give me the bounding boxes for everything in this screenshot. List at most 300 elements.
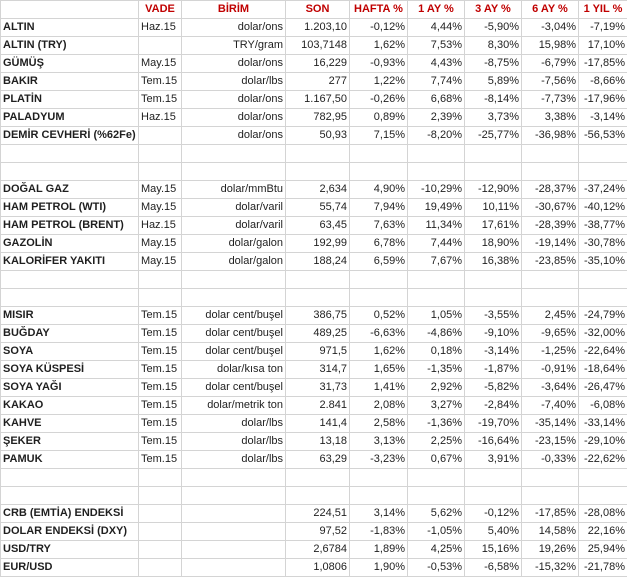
cell-hafta[interactable]: 1,22% <box>350 73 408 91</box>
cell-vade[interactable]: Tem.15 <box>139 433 182 451</box>
cell-hafta[interactable] <box>350 163 408 181</box>
cell-6ay[interactable]: -7,73% <box>522 91 579 109</box>
cell-1ay[interactable]: -1,36% <box>408 415 465 433</box>
cell-1ay[interactable]: 6,68% <box>408 91 465 109</box>
cell-birim[interactable]: dolar/kısa ton <box>182 361 286 379</box>
cell-hafta[interactable]: 7,15% <box>350 127 408 145</box>
cell-3ay[interactable] <box>465 271 522 289</box>
cell-1ay[interactable] <box>408 271 465 289</box>
cell-3ay[interactable]: -16,64% <box>465 433 522 451</box>
cell-6ay[interactable]: -9,65% <box>522 325 579 343</box>
cell-6ay[interactable]: -3,04% <box>522 19 579 37</box>
table-row <box>1 559 627 577</box>
cell-1yil[interactable] <box>579 271 627 289</box>
cell-hafta[interactable]: 6,78% <box>350 235 408 253</box>
cell-name[interactable]: KALORİFER YAKITI <box>1 253 139 271</box>
header-hafta[interactable]: HAFTA % <box>350 1 408 19</box>
cell-vade[interactable]: Tem.15 <box>139 415 182 433</box>
cell-son[interactable]: 141,4 <box>286 415 350 433</box>
cell-son[interactable]: 1.167,50 <box>286 91 350 109</box>
cell-3ay[interactable]: 17,61% <box>465 217 522 235</box>
table-row <box>1 451 627 469</box>
cell-birim[interactable]: dolar/varil <box>182 217 286 235</box>
cell-1ay[interactable]: 7,74% <box>408 73 465 91</box>
cell-son[interactable]: 31,73 <box>286 379 350 397</box>
cell-name[interactable]: EUR/USD <box>1 559 139 577</box>
header-name[interactable] <box>1 1 139 19</box>
cell-3ay[interactable]: 3,73% <box>465 109 522 127</box>
cell-1ay[interactable]: 4,43% <box>408 55 465 73</box>
cell-3ay[interactable]: -9,10% <box>465 325 522 343</box>
cell-birim[interactable] <box>182 559 286 577</box>
cell-son[interactable]: 314,7 <box>286 361 350 379</box>
cell-vade[interactable]: Tem.15 <box>139 379 182 397</box>
cell-6ay[interactable]: -7,56% <box>522 73 579 91</box>
cell-son[interactable]: 97,52 <box>286 523 350 541</box>
cell-1ay[interactable] <box>408 289 465 307</box>
cell-hafta[interactable]: 2,08% <box>350 397 408 415</box>
cell-son[interactable] <box>286 145 350 163</box>
cell-birim[interactable] <box>182 163 286 181</box>
cell-6ay[interactable]: -35,14% <box>522 415 579 433</box>
cell-1yil[interactable]: -26,47% <box>579 379 627 397</box>
cell-vade[interactable]: Tem.15 <box>139 325 182 343</box>
cell-1ay[interactable]: 2,92% <box>408 379 465 397</box>
cell-6ay[interactable]: -3,64% <box>522 379 579 397</box>
cell-6ay[interactable] <box>522 469 579 487</box>
cell-hafta[interactable]: 1,41% <box>350 379 408 397</box>
cell-name[interactable]: CRB (EMTİA) ENDEKSİ <box>1 505 139 523</box>
cell-hafta[interactable]: -6,63% <box>350 325 408 343</box>
cell-hafta[interactable]: 7,94% <box>350 199 408 217</box>
cell-1ay[interactable]: 7,44% <box>408 235 465 253</box>
cell-name[interactable] <box>1 469 139 487</box>
cell-birim[interactable]: dolar/galon <box>182 253 286 271</box>
cell-vade[interactable]: Tem.15 <box>139 91 182 109</box>
cell-name[interactable]: PALADYUM <box>1 109 139 127</box>
cell-3ay[interactable]: -3,55% <box>465 307 522 325</box>
cell-1yil[interactable]: -29,10% <box>579 433 627 451</box>
cell-birim[interactable]: dolar/ons <box>182 127 286 145</box>
cell-6ay[interactable]: -19,14% <box>522 235 579 253</box>
cell-vade[interactable]: Tem.15 <box>139 361 182 379</box>
header-1yil[interactable]: 1 YIL % <box>579 1 627 19</box>
cell-birim[interactable]: dolar/ons <box>182 55 286 73</box>
cell-1yil[interactable] <box>579 163 627 181</box>
cell-3ay[interactable] <box>465 145 522 163</box>
cell-birim[interactable]: dolar/mmBtu <box>182 181 286 199</box>
cell-1yil[interactable] <box>579 487 627 505</box>
cell-son[interactable]: 971,5 <box>286 343 350 361</box>
cell-1yil[interactable]: -17,85% <box>579 55 627 73</box>
cell-vade[interactable]: Tem.15 <box>139 451 182 469</box>
cell-vade[interactable] <box>139 487 182 505</box>
cell-3ay[interactable]: 16,38% <box>465 253 522 271</box>
cell-vade[interactable] <box>139 127 182 145</box>
cell-birim[interactable] <box>182 541 286 559</box>
cell-vade[interactable]: Tem.15 <box>139 73 182 91</box>
header-son[interactable]: SON <box>286 1 350 19</box>
cell-vade[interactable] <box>139 505 182 523</box>
cell-6ay[interactable] <box>522 145 579 163</box>
cell-1yil[interactable]: -6,08% <box>579 397 627 415</box>
header-vade[interactable]: VADE <box>139 1 182 19</box>
cell-vade[interactable]: Haz.15 <box>139 19 182 37</box>
cell-name[interactable]: DOĞAL GAZ <box>1 181 139 199</box>
cell-1yil[interactable]: -32,00% <box>579 325 627 343</box>
cell-hafta[interactable] <box>350 271 408 289</box>
cell-birim[interactable]: dolar/lbs <box>182 415 286 433</box>
cell-1yil[interactable]: -3,14% <box>579 109 627 127</box>
cell-1ay[interactable] <box>408 163 465 181</box>
cell-1ay[interactable]: -4,86% <box>408 325 465 343</box>
cell-birim[interactable] <box>182 271 286 289</box>
cell-1yil[interactable]: -7,19% <box>579 19 627 37</box>
cell-1yil[interactable]: -17,96% <box>579 91 627 109</box>
cell-son[interactable] <box>286 163 350 181</box>
cell-1ay[interactable]: 11,34% <box>408 217 465 235</box>
cell-3ay[interactable] <box>465 289 522 307</box>
cell-name[interactable]: GÜMÜŞ <box>1 55 139 73</box>
cell-3ay[interactable]: -2,84% <box>465 397 522 415</box>
cell-son[interactable]: 16,229 <box>286 55 350 73</box>
cell-1ay[interactable]: 5,62% <box>408 505 465 523</box>
cell-son[interactable]: 2.841 <box>286 397 350 415</box>
cell-hafta[interactable]: 1,65% <box>350 361 408 379</box>
cell-hafta[interactable]: 7,63% <box>350 217 408 235</box>
cell-1ay[interactable] <box>408 469 465 487</box>
cell-son[interactable] <box>286 271 350 289</box>
cell-vade[interactable]: May.15 <box>139 181 182 199</box>
cell-3ay[interactable]: -1,87% <box>465 361 522 379</box>
cell-6ay[interactable] <box>522 289 579 307</box>
cell-birim[interactable]: TRY/gram <box>182 37 286 55</box>
cell-son[interactable]: 188,24 <box>286 253 350 271</box>
cell-vade[interactable] <box>139 271 182 289</box>
cell-vade[interactable] <box>139 37 182 55</box>
cell-1yil[interactable]: -21,78% <box>579 559 627 577</box>
cell-vade[interactable]: Haz.15 <box>139 217 182 235</box>
cell-1yil[interactable]: -56,53% <box>579 127 627 145</box>
cell-6ay[interactable]: -23,85% <box>522 253 579 271</box>
cell-1yil[interactable]: -37,24% <box>579 181 627 199</box>
header-1ay[interactable]: 1 AY % <box>408 1 465 19</box>
cell-hafta[interactable]: 1,62% <box>350 37 408 55</box>
cell-1yil[interactable]: -30,78% <box>579 235 627 253</box>
cell-3ay[interactable]: -6,58% <box>465 559 522 577</box>
cell-name[interactable]: DOLAR ENDEKSİ (DXY) <box>1 523 139 541</box>
cell-1yil[interactable]: -35,10% <box>579 253 627 271</box>
cell-3ay[interactable]: 8,30% <box>465 37 522 55</box>
header-birim[interactable]: BİRİM <box>182 1 286 19</box>
cell-3ay[interactable]: -5,90% <box>465 19 522 37</box>
cell-birim[interactable]: dolar cent/buşel <box>182 343 286 361</box>
cell-name[interactable]: BAKIR <box>1 73 139 91</box>
cell-vade[interactable]: May.15 <box>139 235 182 253</box>
cell-3ay[interactable] <box>465 487 522 505</box>
cell-birim[interactable]: dolar cent/buşel <box>182 379 286 397</box>
cell-son[interactable] <box>286 469 350 487</box>
cell-name[interactable]: SOYA YAĞI <box>1 379 139 397</box>
table-row <box>1 253 627 271</box>
cell-hafta[interactable]: 6,59% <box>350 253 408 271</box>
cell-3ay[interactable] <box>465 163 522 181</box>
cell-name[interactable] <box>1 145 139 163</box>
cell-1ay[interactable]: -1,35% <box>408 361 465 379</box>
cell-name[interactable]: GAZOLİN <box>1 235 139 253</box>
cell-vade[interactable] <box>139 541 182 559</box>
cell-vade[interactable]: Haz.15 <box>139 109 182 127</box>
cell-birim[interactable]: dolar/lbs <box>182 73 286 91</box>
cell-birim[interactable]: dolar/varil <box>182 199 286 217</box>
cell-6ay[interactable]: 3,38% <box>522 109 579 127</box>
cell-name[interactable]: ŞEKER <box>1 433 139 451</box>
cell-son[interactable]: 2,6784 <box>286 541 350 559</box>
cell-1ay[interactable] <box>408 145 465 163</box>
cell-son[interactable]: 1.203,10 <box>286 19 350 37</box>
cell-hafta[interactable] <box>350 289 408 307</box>
cell-son[interactable]: 782,95 <box>286 109 350 127</box>
cell-birim[interactable] <box>182 145 286 163</box>
cell-6ay[interactable]: -30,67% <box>522 199 579 217</box>
cell-1ay[interactable]: 4,25% <box>408 541 465 559</box>
cell-6ay[interactable]: -36,98% <box>522 127 579 145</box>
cell-hafta[interactable]: -1,83% <box>350 523 408 541</box>
cell-3ay[interactable]: 5,89% <box>465 73 522 91</box>
empty-row <box>1 145 627 163</box>
cell-hafta[interactable]: -0,26% <box>350 91 408 109</box>
cell-birim[interactable] <box>182 289 286 307</box>
cell-vade[interactable]: Tem.15 <box>139 307 182 325</box>
cell-vade[interactable]: Tem.15 <box>139 343 182 361</box>
cell-1ay[interactable]: 2,39% <box>408 109 465 127</box>
cell-birim[interactable] <box>182 487 286 505</box>
cell-1yil[interactable]: -24,79% <box>579 307 627 325</box>
cell-son[interactable]: 386,75 <box>286 307 350 325</box>
cell-1ay[interactable] <box>408 487 465 505</box>
cell-birim[interactable]: dolar cent/buşel <box>182 325 286 343</box>
cell-name[interactable]: KAKAO <box>1 397 139 415</box>
cell-3ay[interactable]: -3,14% <box>465 343 522 361</box>
cell-1yil[interactable]: -8,66% <box>579 73 627 91</box>
cell-1yil[interactable]: 25,94% <box>579 541 627 559</box>
cell-birim[interactable]: dolar/galon <box>182 235 286 253</box>
cell-son[interactable]: 489,25 <box>286 325 350 343</box>
cell-1ay[interactable]: -1,05% <box>408 523 465 541</box>
cell-hafta[interactable]: 2,58% <box>350 415 408 433</box>
cell-1yil[interactable]: -18,64% <box>579 361 627 379</box>
cell-name[interactable]: HAM PETROL (WTI) <box>1 199 139 217</box>
cell-6ay[interactable] <box>522 487 579 505</box>
cell-1yil[interactable] <box>579 145 627 163</box>
cell-birim[interactable]: dolar/lbs <box>182 451 286 469</box>
cell-3ay[interactable]: 15,16% <box>465 541 522 559</box>
cell-3ay[interactable]: 18,90% <box>465 235 522 253</box>
cell-3ay[interactable]: 3,91% <box>465 451 522 469</box>
empty-row <box>1 289 627 307</box>
cell-son[interactable] <box>286 487 350 505</box>
cell-6ay[interactable]: -17,85% <box>522 505 579 523</box>
empty-row <box>1 487 627 505</box>
cell-6ay[interactable]: -23,15% <box>522 433 579 451</box>
cell-birim[interactable] <box>182 523 286 541</box>
cell-1ay[interactable]: 4,44% <box>408 19 465 37</box>
cell-1ay[interactable]: 2,25% <box>408 433 465 451</box>
cell-6ay[interactable]: -0,91% <box>522 361 579 379</box>
table-row <box>1 433 627 451</box>
cell-3ay[interactable]: -5,82% <box>465 379 522 397</box>
cell-hafta[interactable]: 0,52% <box>350 307 408 325</box>
cell-1ay[interactable]: 1,05% <box>408 307 465 325</box>
cell-son[interactable]: 2,634 <box>286 181 350 199</box>
cell-1ay[interactable]: 7,53% <box>408 37 465 55</box>
cell-3ay[interactable]: -8,14% <box>465 91 522 109</box>
cell-vade[interactable]: May.15 <box>139 253 182 271</box>
cell-name[interactable]: KAHVE <box>1 415 139 433</box>
cell-6ay[interactable]: 14,58% <box>522 523 579 541</box>
cell-1yil[interactable]: -38,77% <box>579 217 627 235</box>
cell-name[interactable] <box>1 163 139 181</box>
cell-6ay[interactable]: -15,32% <box>522 559 579 577</box>
cell-6ay[interactable]: -1,25% <box>522 343 579 361</box>
cell-hafta[interactable]: -0,93% <box>350 55 408 73</box>
cell-3ay[interactable] <box>465 469 522 487</box>
cell-1yil[interactable] <box>579 289 627 307</box>
cell-6ay[interactable]: -0,33% <box>522 451 579 469</box>
cell-1ay[interactable]: 7,67% <box>408 253 465 271</box>
cell-6ay[interactable] <box>522 271 579 289</box>
cell-hafta[interactable] <box>350 469 408 487</box>
cell-1yil[interactable] <box>579 469 627 487</box>
cell-3ay[interactable]: -12,90% <box>465 181 522 199</box>
cell-1ay[interactable]: -8,20% <box>408 127 465 145</box>
cell-3ay[interactable]: -8,75% <box>465 55 522 73</box>
cell-6ay[interactable] <box>522 163 579 181</box>
cell-vade[interactable] <box>139 145 182 163</box>
table-row <box>1 379 627 397</box>
cell-6ay[interactable]: 19,26% <box>522 541 579 559</box>
cell-3ay[interactable]: -0,12% <box>465 505 522 523</box>
cell-hafta[interactable]: 1,89% <box>350 541 408 559</box>
cell-vade[interactable] <box>139 163 182 181</box>
cell-birim[interactable] <box>182 469 286 487</box>
cell-name[interactable] <box>1 289 139 307</box>
cell-birim[interactable]: dolar/metrik ton <box>182 397 286 415</box>
cell-hafta[interactable]: 1,62% <box>350 343 408 361</box>
cell-birim[interactable]: dolar/ons <box>182 91 286 109</box>
cell-hafta[interactable]: -3,23% <box>350 451 408 469</box>
cell-vade[interactable] <box>139 469 182 487</box>
cell-1yil[interactable]: -22,64% <box>579 343 627 361</box>
cell-3ay[interactable]: -19,70% <box>465 415 522 433</box>
cell-son[interactable]: 277 <box>286 73 350 91</box>
cell-name[interactable]: ALTIN (TRY) <box>1 37 139 55</box>
cell-son[interactable]: 55,74 <box>286 199 350 217</box>
cell-birim[interactable]: dolar/ons <box>182 109 286 127</box>
cell-1ay[interactable]: -0,53% <box>408 559 465 577</box>
cell-birim[interactable]: dolar/ons <box>182 19 286 37</box>
cell-son[interactable]: 103,7148 <box>286 37 350 55</box>
cell-name[interactable]: PLATİN <box>1 91 139 109</box>
cell-hafta[interactable]: 3,14% <box>350 505 408 523</box>
cell-1ay[interactable]: 0,18% <box>408 343 465 361</box>
table-row <box>1 19 627 37</box>
cell-1ay[interactable]: 3,27% <box>408 397 465 415</box>
cell-name[interactable]: SOYA KÜSPESİ <box>1 361 139 379</box>
cell-name[interactable]: DEMİR CEVHERİ (%62Fe) <box>1 127 139 145</box>
cell-son[interactable]: 63,29 <box>286 451 350 469</box>
cell-1yil[interactable]: 17,10% <box>579 37 627 55</box>
cell-1ay[interactable]: 19,49% <box>408 199 465 217</box>
cell-vade[interactable] <box>139 289 182 307</box>
cell-vade[interactable]: May.15 <box>139 199 182 217</box>
cell-6ay[interactable]: 15,98% <box>522 37 579 55</box>
cell-name[interactable]: USD/TRY <box>1 541 139 559</box>
cell-hafta[interactable]: 1,90% <box>350 559 408 577</box>
cell-6ay[interactable]: -6,79% <box>522 55 579 73</box>
cell-birim[interactable]: dolar/lbs <box>182 433 286 451</box>
header-6ay[interactable]: 6 AY % <box>522 1 579 19</box>
cell-hafta[interactable]: 4,90% <box>350 181 408 199</box>
cell-1yil[interactable]: -28,08% <box>579 505 627 523</box>
cell-hafta[interactable] <box>350 145 408 163</box>
cell-son[interactable]: 50,93 <box>286 127 350 145</box>
cell-son[interactable]: 13,18 <box>286 433 350 451</box>
cell-3ay[interactable]: 10,11% <box>465 199 522 217</box>
cell-name[interactable] <box>1 487 139 505</box>
cell-1yil[interactable]: -22,62% <box>579 451 627 469</box>
cell-birim[interactable] <box>182 505 286 523</box>
cell-1yil[interactable]: -33,14% <box>579 415 627 433</box>
cell-son[interactable]: 192,99 <box>286 235 350 253</box>
cell-3ay[interactable]: 5,40% <box>465 523 522 541</box>
cell-1yil[interactable]: 22,16% <box>579 523 627 541</box>
cell-name[interactable]: ALTIN <box>1 19 139 37</box>
cell-name[interactable]: PAMUK <box>1 451 139 469</box>
cell-hafta[interactable]: 0,89% <box>350 109 408 127</box>
cell-name[interactable] <box>1 271 139 289</box>
table-row <box>1 235 627 253</box>
header-3ay[interactable]: 3 AY % <box>465 1 522 19</box>
cell-name[interactable]: BUĞDAY <box>1 325 139 343</box>
cell-son[interactable]: 63,45 <box>286 217 350 235</box>
cell-1ay[interactable]: 0,67% <box>408 451 465 469</box>
table-row <box>1 325 627 343</box>
cell-1yil[interactable]: -40,12% <box>579 199 627 217</box>
cell-son[interactable] <box>286 289 350 307</box>
cell-1ay[interactable]: -10,29% <box>408 181 465 199</box>
cell-vade[interactable] <box>139 559 182 577</box>
cell-name[interactable]: HAM PETROL (BRENT) <box>1 217 139 235</box>
cell-3ay[interactable]: -25,77% <box>465 127 522 145</box>
cell-son[interactable]: 1,0806 <box>286 559 350 577</box>
cell-name[interactable]: SOYA <box>1 343 139 361</box>
cell-vade[interactable]: Tem.15 <box>139 397 182 415</box>
cell-hafta[interactable]: 3,13% <box>350 433 408 451</box>
cell-vade[interactable]: May.15 <box>139 55 182 73</box>
cell-6ay[interactable]: 2,45% <box>522 307 579 325</box>
cell-son[interactable]: 224,51 <box>286 505 350 523</box>
cell-6ay[interactable]: -7,40% <box>522 397 579 415</box>
cell-6ay[interactable]: -28,39% <box>522 217 579 235</box>
cell-6ay[interactable]: -28,37% <box>522 181 579 199</box>
cell-birim[interactable]: dolar cent/buşel <box>182 307 286 325</box>
cell-vade[interactable] <box>139 523 182 541</box>
table-row <box>1 505 627 523</box>
cell-name[interactable]: MISIR <box>1 307 139 325</box>
cell-hafta[interactable] <box>350 487 408 505</box>
cell-hafta[interactable]: -0,12% <box>350 19 408 37</box>
